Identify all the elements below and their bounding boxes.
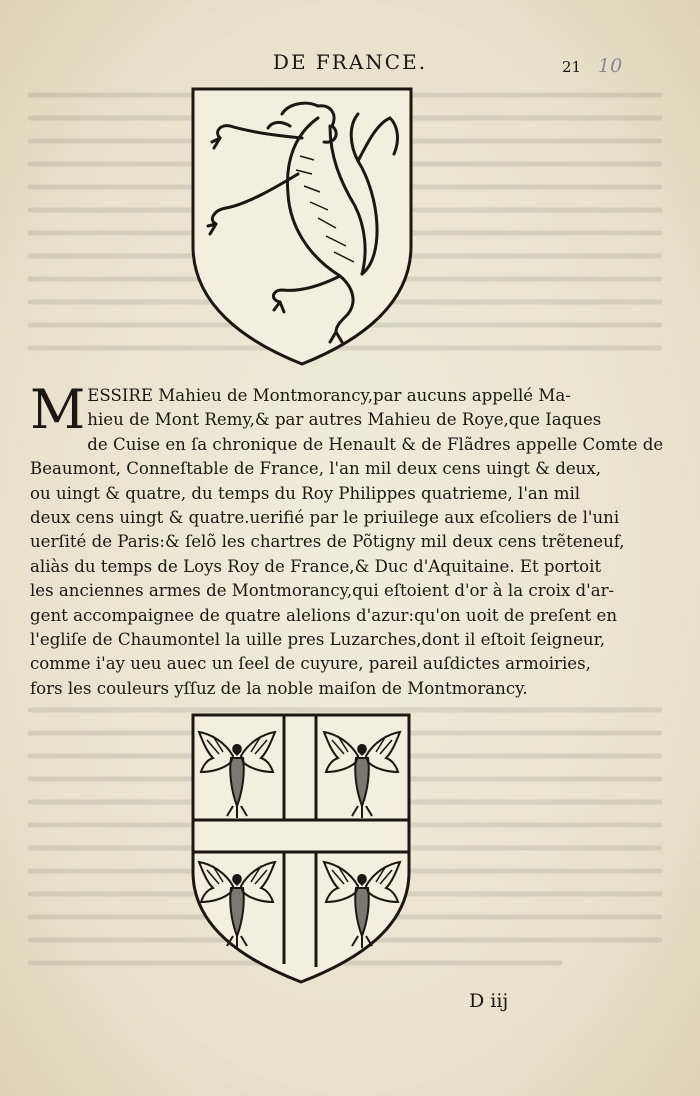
text-line-3: de Cuise en ſa chronique de Henault & de Flãdres appelle Comte de xyxy=(87,434,664,454)
text-line-7: uerſité de Paris:& ſelõ les chartres de Põtigny mil deux cens trẽteneuf, xyxy=(30,532,625,552)
text-line-1: Mahieu de Montmorancy,par aucuns appellé Ma- xyxy=(153,386,571,405)
text-line-13: fors les couleurs yſſuz de la noble maiſon de Montmorancy. xyxy=(30,678,528,698)
lion-coat-of-arms xyxy=(190,86,414,366)
text-line-12: comme i'ay ueu auec un ſeel de cuyure, pareil auſdictes armoiries, xyxy=(30,654,591,674)
drop-capital: M xyxy=(30,378,86,441)
signature-mark: D iij xyxy=(469,990,509,1012)
text-line-4: Beaumont, Conneſtable de France, l'an mil deux cens uingt & deux, xyxy=(30,459,601,479)
body-text xyxy=(30,378,690,701)
cross-alerions-coat-of-arms xyxy=(190,712,412,984)
text-line-10: gent accompaignee de quatre alelions d'azur:qu'on uoit de preſent en xyxy=(30,605,618,625)
text-line-2: hieu de Mont Remy,& par autres Mahieu de Roye,que Iaques xyxy=(87,410,602,430)
text-line-6: deux cens uingt & quatre.uerifié par le priuilege aux eſcoliers de l'uni xyxy=(30,508,620,528)
page-number: 21 xyxy=(562,58,582,76)
text-line-8: aliàs du temps de Loys Roy de France,& Duc d'Aquitaine. Et portoit xyxy=(30,556,602,576)
text-line-5: ou uingt & quatre, du temps du Roy Philippes quatrieme, l'an mil xyxy=(30,483,581,503)
pencil-annotation: 10 xyxy=(598,55,623,77)
first-word-rest: ESSIRE xyxy=(87,386,154,405)
text-line-9: les anciennes armes de Montmorancy,qui eſtoient d'or à la croix d'ar- xyxy=(30,581,615,601)
text-line-11: l'egliſe de Chaumontel la uille pres Luzarches,dont il eſtoit ſeigneur, xyxy=(30,630,606,650)
running-head: DE FRANCE. xyxy=(272,50,428,74)
